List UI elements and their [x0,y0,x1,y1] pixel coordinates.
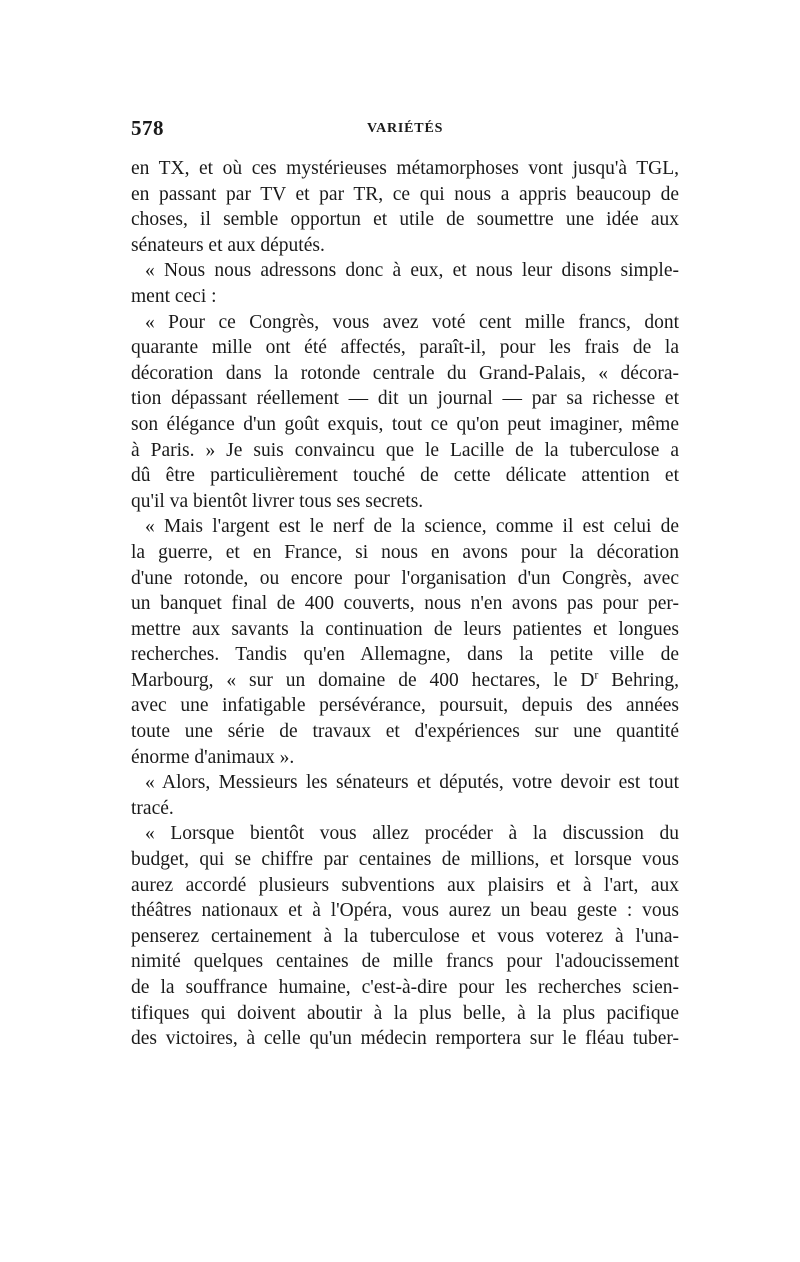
text-line: mettre aux savants la continuation de leurs patientes et longues [131,618,679,640]
text-line: d'une rotonde, ou encore pour l'organisation d'un Congrès, avec [131,567,679,589]
text-line: tifiques qui doivent aboutir à la plus belle, à la plus pacifique [131,1002,679,1024]
text-line: budget, qui se chiffre par centaines de millions, et lorsque vous [131,849,679,871]
text-line: penserez certainement à la tuberculose et vous voterez à l'una- [131,925,679,947]
page-header [131,116,679,144]
body-text [131,156,679,1052]
text-line: théâtres nationaux et à l'Opéra, vous aurez un beau geste : vous [131,900,679,922]
text-line: dû être particulièrement touché de cette délicate attention et [131,465,679,487]
text-line: tion dépassant réellement — dit un journal — par sa richesse et [131,388,679,410]
text-line: quarante mille ont été affectés, paraît-il, pour les frais de la [131,337,679,359]
text-line: toute une série de travaux et d'expériences sur une quantité [131,721,679,743]
text-line: « Lorsque bientôt vous allez procéder à la discussion du [145,823,679,845]
text-line: avec une infatigable persévérance, poursuit, depuis des années [131,695,679,717]
text-line: énorme d'animaux ». [131,746,295,768]
text-line: aurez accordé plusieurs subventions aux plaisirs et à l'art, aux [131,874,679,896]
text-line: « Alors, Messieurs les sénateurs et députés, votre devoir est tout [145,772,679,794]
superscript: r [594,667,599,682]
text-line: à Paris. » Je suis convaincu que le Lacille de la tuberculose a [131,439,679,461]
text-line: sénateurs et aux députés. [131,234,325,256]
text-line: qu'il va bientôt livrer tous ses secrets. [131,490,424,512]
text-line: choses, il semble opportun et utile de soumettre une idée aux [131,209,679,231]
text-line: un banquet final de 400 couverts, nous n'en avons pas pour per- [131,593,679,615]
text-line: « Mais l'argent est le nerf de la science, comme il est celui de [145,516,679,538]
text-line: tracé. [131,797,174,819]
text-line: décoration dans la rotonde centrale du Grand-Palais, « décora- [131,362,679,384]
text-line: recherches. Tandis qu'en Allemagne, dans la petite ville de [131,644,679,666]
running-title: VARIÉTÉS [367,121,444,136]
text-line: « Pour ce Congrès, vous avez voté cent mille francs, dont [145,311,679,333]
text-line: en TX, et où ces mystérieuses métamorphoses vont jusqu'à TGL, [131,158,679,179]
page-number: 578 [131,116,164,140]
text-line: son élégance d'un goût exquis, tout ce qu'on peut imaginer, même [131,413,679,435]
text-line [131,668,679,694]
text-line: en passant par TV et par TR, ce qui nous a appris beaucoup de [131,183,679,205]
text-line: « Nous nous adressons donc à eux, et nous leur disons simple- [145,260,679,282]
text-line: des victoires, à celle qu'un médecin remportera sur le fléau tuber- [131,1028,679,1050]
text-line: la guerre, et en France, si nous en avons pour la décoration [131,541,679,563]
text-line-segment: Behring, [598,669,679,691]
text-line-segment: Marbourg, « sur un domaine de 400 hectares, le D [131,669,595,691]
text-line: de la souffrance humaine, c'est-à-dire pour les recherches scien- [131,977,679,998]
text-line: nimité quelques centaines de mille francs pour l'adoucissement [131,951,679,973]
text-line: ment ceci : [131,285,217,307]
